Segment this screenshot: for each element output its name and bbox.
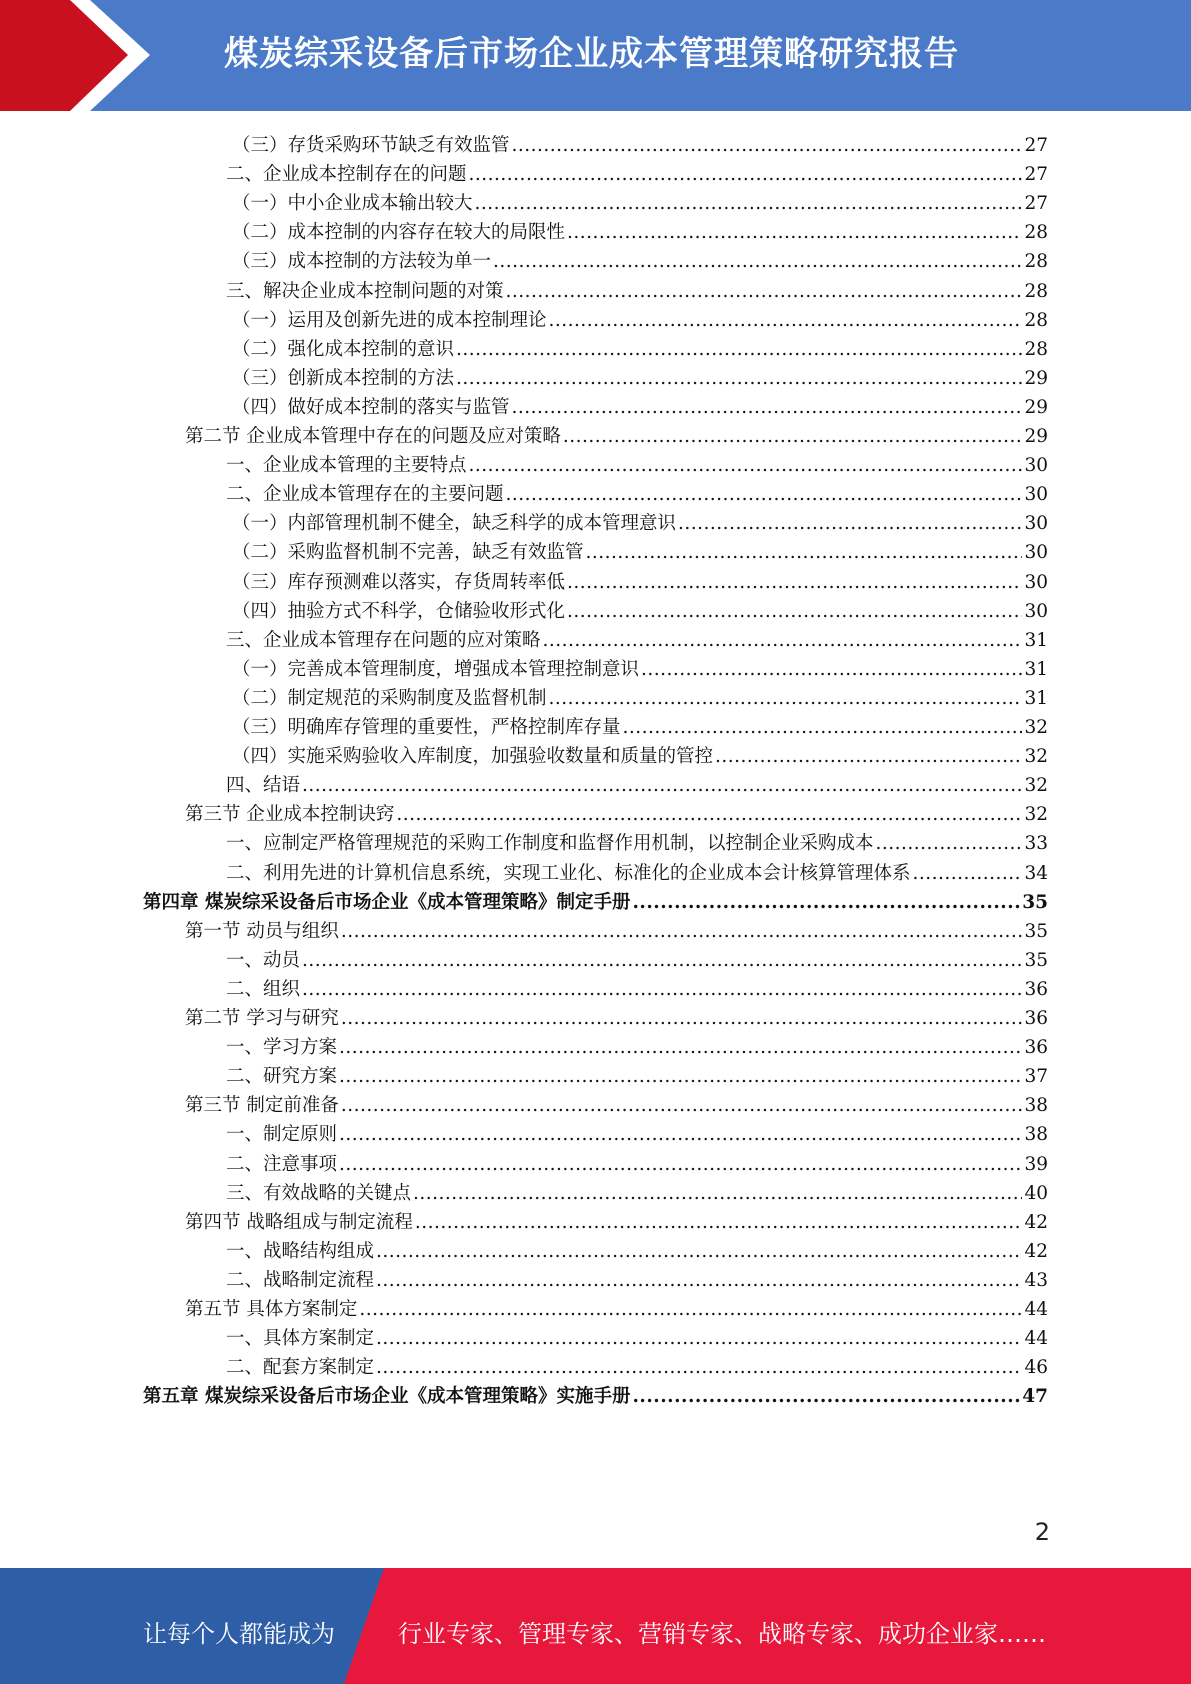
toc-entry-page: 30 (1024, 600, 1048, 622)
toc-entry-page: 36 (1024, 1037, 1048, 1059)
toc-entry-page: 30 (1024, 542, 1048, 564)
toc-leader-dots (549, 687, 1023, 711)
toc-entry-page: 38 (1024, 1095, 1048, 1117)
toc-entry[interactable] (232, 127, 1048, 158)
toc-entry[interactable] (226, 156, 1048, 187)
toc-entry-page: 28 (1024, 280, 1048, 302)
toc-entry-title: （三）创新成本控制的方法 (232, 367, 455, 389)
report-title: 煤炭综采设备后市场企业成本管理策略研究报告 (224, 34, 959, 74)
toc-entry[interactable] (185, 418, 1048, 449)
toc-entry-title: 第四章 煤炭综采设备后市场企业《成本管理策略》制定手册 (143, 891, 631, 913)
toc-leader-dots (506, 280, 1023, 304)
toc-entry[interactable] (226, 971, 1048, 1002)
toc-entry-title: 二、企业成本控制存在的问题 (226, 164, 467, 186)
toc-entry-page: 32 (1024, 775, 1048, 797)
toc-entry-title: 一、具体方案制定 (226, 1328, 375, 1350)
toc-entry-title: 二、注意事项 (226, 1153, 338, 1175)
toc-entry-page: 37 (1024, 1066, 1048, 1088)
toc-entry-title: （二）制定规范的采购制度及监督机制 (232, 687, 547, 709)
toc-entry-title: 第五节 具体方案制定 (185, 1299, 358, 1320)
toc-entry[interactable] (226, 942, 1048, 973)
toc-entry-title: 第三节 制定前准备 (185, 1095, 339, 1117)
toc-leader-dots (415, 1211, 1023, 1235)
toc-entry-page: 36 (1024, 978, 1048, 1000)
toc-leader-dots (302, 949, 1022, 973)
toc-entry[interactable] (232, 360, 1048, 391)
toc-entry-title: 二、配套方案制定 (226, 1357, 375, 1379)
toc-leader-dots (641, 658, 1022, 682)
toc-entry[interactable] (185, 1204, 1048, 1235)
toc-entry-page: 27 (1024, 193, 1048, 215)
toc-entry-title: （一）中小企业成本输出较大 (232, 193, 473, 215)
toc-leader-dots (469, 163, 1023, 187)
toc-leader-dots (376, 1269, 1022, 1293)
toc-entry-page: 30 (1024, 455, 1048, 477)
toc-entry-title: （三）库存预测难以落实，存货周转率低 (232, 571, 566, 593)
toc-leader-dots (567, 571, 1022, 595)
toc-entry-title: （一）完善成本管理制度，增强成本管理控制意识 (232, 658, 640, 680)
toc-entry-page: 46 (1024, 1357, 1048, 1379)
toc-leader-dots (567, 221, 1022, 245)
toc-leader-dots (396, 803, 1022, 827)
toc-entry[interactable] (232, 534, 1048, 565)
toc-entry-page: 35 (1024, 949, 1048, 971)
toc-entry-title: （三）存货采购环节缺乏有效监管 (232, 135, 510, 156)
toc-entry-page: 27 (1024, 135, 1048, 156)
toc-entry-title: （一）运用及创新先进的成本控制理论 (232, 309, 547, 331)
toc-entry[interactable] (143, 884, 1048, 915)
toc-entry[interactable] (232, 593, 1048, 624)
toc-entry[interactable] (226, 825, 1048, 856)
toc-entry[interactable] (232, 505, 1048, 536)
toc-entry[interactable] (232, 214, 1048, 245)
toc-leader-dots (456, 338, 1022, 362)
toc-entry-title: 二、企业成本管理存在的主要问题 (226, 484, 504, 506)
toc-leader-dots (543, 629, 1023, 653)
toc-entry-title: （三）成本控制的方法较为单一 (232, 251, 492, 273)
toc-entry[interactable] (226, 767, 1048, 798)
toc-entry[interactable] (232, 680, 1048, 711)
toc-leader-dots (341, 920, 1023, 944)
toc-leader-dots (456, 367, 1022, 391)
toc-leader-dots (469, 454, 1023, 478)
toc-leader-dots (632, 891, 1020, 915)
toc-leader-dots (339, 1036, 1022, 1060)
toc-leader-dots (376, 1240, 1022, 1264)
footer-slogan-right: 行业专家、管理专家、营销专家、战略专家、成功企业家…… (398, 1620, 1046, 1648)
toc-entry-page: 42 (1024, 1240, 1048, 1262)
toc-entry[interactable] (185, 796, 1048, 827)
toc-entry[interactable] (226, 273, 1048, 304)
toc-entry-page: 28 (1024, 251, 1048, 273)
toc-entry[interactable] (226, 1262, 1048, 1293)
toc-entry-title: （四）实施采购验收入库制度，加强验收数量和质量的管控 (232, 746, 714, 768)
toc-entry-page: 35 (1024, 920, 1048, 942)
toc-entry-page: 34 (1024, 862, 1048, 884)
toc-entry-title: 一、制定原则 (226, 1124, 338, 1146)
toc-entry[interactable] (232, 185, 1048, 216)
toc-entry-title: 三、解决企业成本控制问题的对策 (226, 280, 504, 302)
toc-entry-title: （二）成本控制的内容存在较大的局限性 (232, 222, 566, 244)
toc-entry[interactable] (226, 1233, 1048, 1264)
toc-leader-dots (339, 1123, 1022, 1147)
toc-entry[interactable] (232, 709, 1048, 740)
toc-entry-title: 第一节 动员与组织 (185, 920, 339, 942)
toc-entry-page: 28 (1024, 222, 1048, 244)
footer-slogan-left: 让每个人都能成为 (143, 1620, 335, 1648)
toc-entry-title: 二、战略制定流程 (226, 1269, 375, 1291)
toc-entry-title: （四）抽验方式不科学，仓储验收形式化 (232, 600, 566, 622)
toc-leader-dots (715, 745, 1022, 769)
toc-entry[interactable] (226, 622, 1048, 653)
toc-entry[interactable] (226, 1320, 1048, 1351)
toc-entry-title: 第三节 企业成本控制诀窍 (185, 804, 395, 826)
toc-leader-dots (475, 192, 1023, 216)
toc-leader-dots (341, 1007, 1023, 1031)
toc-entry-page: 32 (1024, 717, 1048, 738)
toc-entry[interactable] (226, 476, 1048, 507)
toc-leader-dots (913, 862, 1023, 886)
toc-entry-page: 31 (1024, 687, 1048, 709)
toc-entry-page: 29 (1024, 426, 1048, 447)
toc-leader-dots (512, 134, 1023, 158)
toc-entry-page: 30 (1024, 484, 1048, 506)
toc-entry-page: 40 (1024, 1182, 1048, 1204)
toc-entry-title: 二、利用先进的计算机信息系统，实现工业化、标准化的企业成本会计核算管理体系 (226, 862, 911, 884)
toc-leader-dots (376, 1327, 1022, 1351)
toc-entry-title: 三、有效战略的关键点 (226, 1182, 412, 1204)
toc-leader-dots (586, 541, 1023, 565)
toc-leader-dots (678, 512, 1022, 536)
toc-leader-dots (876, 832, 1023, 856)
toc-entry-page: 35 (1022, 891, 1048, 913)
toc-leader-dots (512, 396, 1023, 420)
toc-leader-dots (359, 1298, 1022, 1322)
toc-leader-dots (623, 716, 1023, 740)
toc-leader-dots (376, 1356, 1022, 1380)
page-header (0, 0, 1191, 111)
toc-entry-title: 一、应制定严格管理规范的采购工作制度和监督作用机制，以控制企业采购成本 (226, 833, 874, 855)
toc-entry-page: 42 (1024, 1211, 1048, 1233)
toc-leader-dots (339, 1153, 1022, 1177)
toc-entry-page: 38 (1024, 1124, 1048, 1146)
toc-entry[interactable] (185, 1087, 1048, 1118)
toc-entry[interactable] (232, 651, 1048, 682)
toc-entry-title: （四）做好成本控制的落实与监管 (232, 396, 510, 418)
toc-entry[interactable] (226, 1349, 1048, 1380)
toc-leader-dots (506, 483, 1023, 507)
toc-entry-title: 一、学习方案 (226, 1037, 338, 1059)
toc-entry-page: 33 (1024, 833, 1048, 855)
toc-entry-page: 36 (1024, 1008, 1048, 1029)
toc-leader-dots (341, 1094, 1023, 1118)
toc-entry[interactable] (232, 389, 1048, 420)
toc-entry-page: 27 (1024, 164, 1048, 186)
toc-leader-dots (302, 978, 1022, 1002)
toc-entry-page: 29 (1024, 396, 1048, 418)
toc-entry-title: 第四节 战略组成与制定流程 (185, 1211, 413, 1233)
toc-entry-page: 43 (1024, 1269, 1048, 1291)
toc-entry[interactable] (226, 855, 1048, 886)
toc-leader-dots (567, 600, 1022, 624)
toc-entry-title: 一、战略结构组成 (226, 1240, 375, 1262)
toc-entry-page: 28 (1024, 309, 1048, 331)
toc-entry[interactable] (232, 331, 1048, 362)
toc-entry-page: 29 (1024, 367, 1048, 389)
toc-entry[interactable] (232, 738, 1048, 769)
toc-entry-title: （一）内部管理机制不健全，缺乏科学的成本管理意识 (232, 513, 677, 535)
toc-entry-title: （三）明确库存管理的重要性，严格控制库存量 (232, 717, 621, 738)
toc-entry-title: 二、组织 (226, 978, 301, 1000)
toc-entry-title: 第五章 煤炭综采设备后市场企业《成本管理策略》实施手册 (143, 1386, 631, 1408)
toc-entry[interactable] (226, 447, 1048, 478)
toc-leader-dots (339, 1065, 1022, 1089)
toc-leader-dots (493, 250, 1022, 274)
toc-leader-dots (632, 1385, 1020, 1409)
toc-entry-page: 32 (1024, 746, 1048, 768)
toc-entry[interactable] (185, 1000, 1048, 1031)
toc-entry-title: 一、企业成本管理的主要特点 (226, 455, 467, 477)
toc-entry[interactable] (232, 564, 1048, 595)
toc-entry-title: （二）采购监督机制不完善，缺乏有效监管 (232, 542, 584, 564)
toc-entry[interactable] (232, 243, 1048, 274)
toc-entry-title: 三、企业成本管理存在问题的应对策略 (226, 629, 541, 651)
toc-leader-dots (302, 774, 1022, 798)
toc-entry[interactable] (143, 1378, 1048, 1409)
toc-entry[interactable] (226, 1175, 1048, 1206)
page-number: 2 (1034, 1518, 1050, 1546)
toc-entry-page: 44 (1024, 1328, 1048, 1350)
toc-entry[interactable] (226, 1146, 1048, 1177)
toc-entry[interactable] (232, 302, 1048, 333)
toc-entry[interactable] (185, 913, 1048, 944)
toc-entry-title: 第二节 企业成本管理中存在的问题及应对策略 (185, 426, 561, 447)
toc-entry[interactable] (226, 1116, 1048, 1147)
toc-entry-page: 31 (1024, 629, 1048, 651)
toc-entry-title: 二、研究方案 (226, 1066, 338, 1088)
toc-entry-title: 第二节 学习与研究 (185, 1008, 339, 1029)
toc-entry-title: 四、结语 (226, 775, 301, 797)
toc-entry-page: 30 (1024, 571, 1048, 593)
toc-leader-dots (549, 309, 1023, 333)
toc-entry[interactable] (226, 1058, 1048, 1089)
toc-entry-page: 39 (1024, 1153, 1048, 1175)
toc-entry-title: （二）强化成本控制的意识 (232, 338, 455, 360)
toc-entry[interactable] (185, 1291, 1048, 1322)
toc-entry-page: 28 (1024, 338, 1048, 360)
toc-entry-page: 32 (1024, 804, 1048, 826)
toc-leader-dots (413, 1182, 1022, 1206)
toc-entry-title: 一、动员 (226, 949, 301, 971)
toc-entry-page: 31 (1024, 658, 1048, 680)
toc-entry[interactable] (226, 1029, 1048, 1060)
toc-leader-dots (563, 425, 1023, 449)
toc-entry-page: 44 (1024, 1299, 1048, 1320)
toc-entry-page: 30 (1024, 513, 1048, 535)
toc-entry-page: 47 (1022, 1386, 1048, 1408)
page-footer (0, 1568, 1191, 1684)
